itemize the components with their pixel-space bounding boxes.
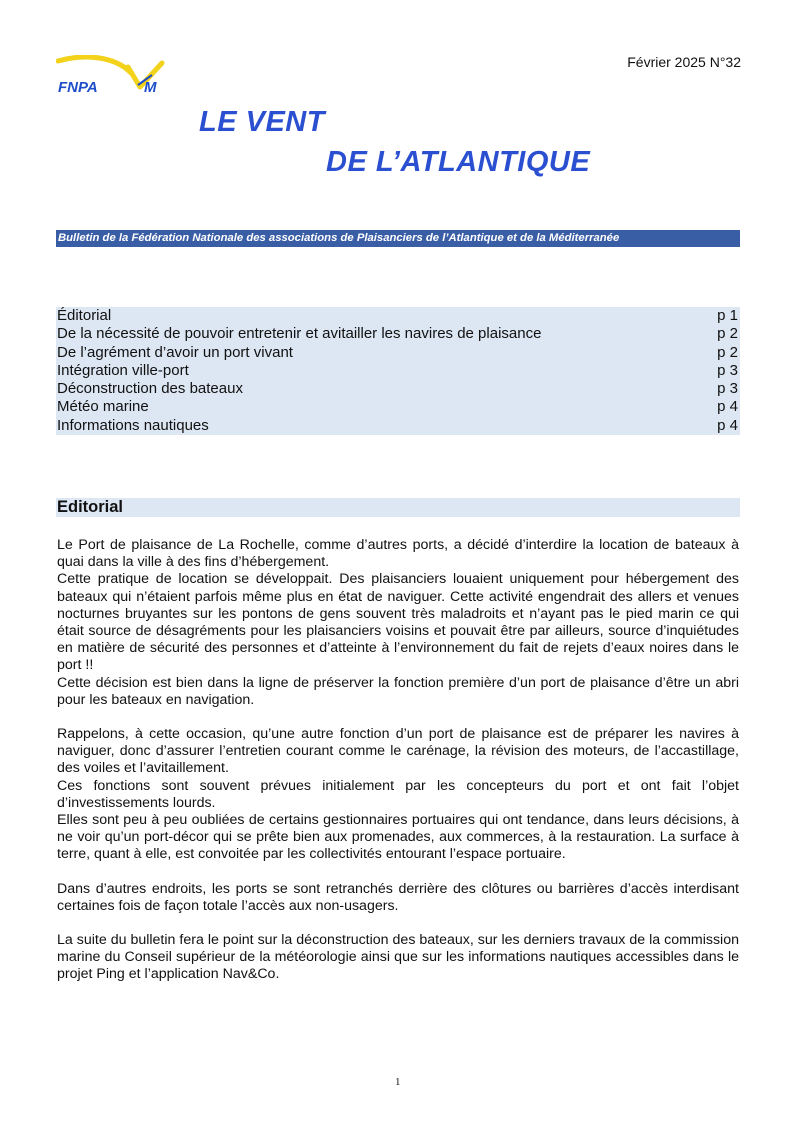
paragraph: La suite du bulletin fera le point sur la déconstruction des bateaux, sur les derniers travaux de la commission marine du Conseil supérieur de la météorologie ainsi que sur les informations nautiques accessibles dans le projet Ping et l’application Nav&Co.: [57, 932, 739, 983]
toc-page: p 4: [717, 398, 738, 416]
toc-page: p 2: [717, 343, 738, 361]
toc-row[interactable]: [56, 398, 740, 416]
paragraph: Elles sont peu à peu oubliées de certains gestionnaires portuaires qui ont tendance, dans leurs décisions, à ne voir qu’un port-décor qui se prête bien aux promenades, aux commerces, à la restauration. La surface à terre, quant à elle, est convoitée par les collectivités entourant l’espace portuaire.: [57, 812, 739, 863]
editorial-body: [57, 537, 739, 984]
editorial-heading: Editorial: [56, 498, 740, 517]
toc-page: p 2: [717, 325, 738, 343]
toc-page: p 1: [717, 307, 738, 324]
title-line-2: DE L’ATLANTIQUE: [326, 146, 591, 178]
paragraph: Cette pratique de location se développait. Des plaisanciers louaient uniquement pour hébergement des bateaux qui n’étaient parfois même plus en état de naviguer. Cette activité engendrait des allers et venues nocturnes bruyantes sur les pontons de gens souvent très maladroits et n’ayant pas le pied marin ce qui était source de désagréments pour les plaisanciers voisins et pouvait être par ailleurs, source d’inquiétudes en matière de sécurité des personnes et d’atteinte à l’environnement du fait de rejets d’eaux noires dans le port !!: [57, 571, 739, 674]
toc-row[interactable]: [56, 325, 740, 343]
page-number: 1: [395, 1076, 401, 1088]
paragraph: Le Port de plaisance de La Rochelle, comme d’autres ports, a décidé d’interdire la location de bateaux à quai dans la ville à des fins d’hébergement.: [57, 537, 739, 571]
subtitle-banner: Bulletin de la Fédération Nationale des associations de Plaisanciers de l’Atlantique et de la Méditerranée: [56, 230, 740, 247]
toc-label: Météo marine: [57, 398, 149, 416]
toc-page: p 4: [717, 416, 738, 434]
logo-text-m: M: [144, 79, 157, 96]
paragraph: Rappelons, à cette occasion, qu’une autre fonction d’un port de plaisance est de préparer les navires à naviguer, donc d’assurer l’entretien courant comme le carénage, la révision des moteurs, de l’accastillage, des voiles et l’avitaillement.: [57, 726, 739, 777]
title-line-1: LE VENT: [199, 106, 325, 138]
toc-row[interactable]: [56, 417, 740, 435]
toc-label: De l’agrément d’avoir un port vivant: [57, 343, 293, 361]
paragraph: Cette décision est bien dans la ligne de préserver la fonction première d’un port de plaisance d’être un abri pour les bateaux en navigation.: [57, 674, 739, 708]
toc-row[interactable]: [56, 362, 740, 380]
toc-row[interactable]: [56, 380, 740, 398]
toc-page: p 3: [717, 361, 738, 379]
toc-row[interactable]: [56, 344, 740, 362]
toc-row[interactable]: [56, 307, 740, 325]
toc-page: p 3: [717, 380, 738, 398]
logo-text-fnpa: FNPA: [58, 79, 98, 96]
toc-label: Intégration ville-port: [57, 361, 189, 379]
paragraph: Ces fonctions sont souvent prévues initialement par les concepteurs du port et ont fait l’objet d’investissements lourds.: [57, 777, 739, 811]
paragraph: Dans d’autres endroits, les ports se sont retranchés derrière des clôtures ou barrières d’accès interdisant certaines fois de façon totale l’accès aux non-usagers.: [57, 880, 739, 914]
toc-label: De la nécessité de pouvoir entretenir et avitailler les navires de plaisance: [57, 325, 542, 343]
toc-label: Éditorial: [57, 307, 112, 324]
issue-date: Février 2025 N°32: [627, 54, 741, 70]
table-of-contents: [56, 307, 740, 435]
fnpam-logo: [56, 55, 176, 100]
toc-label: Informations nautiques: [57, 416, 209, 434]
toc-label: Déconstruction des bateaux: [57, 380, 243, 398]
